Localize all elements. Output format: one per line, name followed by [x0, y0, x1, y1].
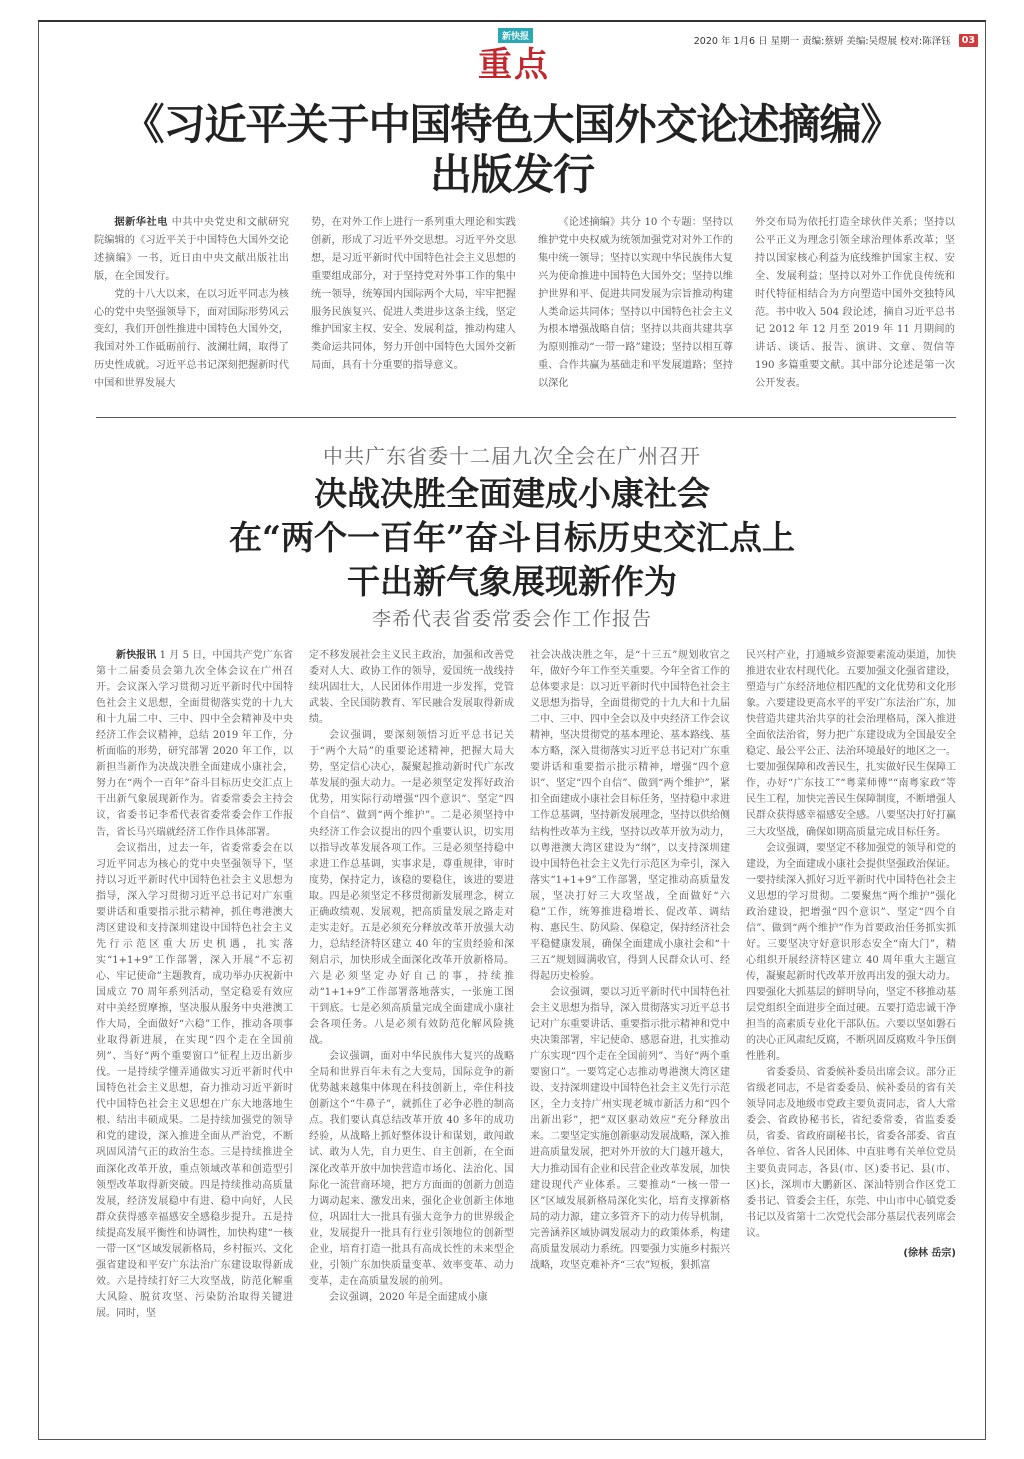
page-number-badge: 03 — [959, 34, 978, 47]
article2-dateline: 新快报讯 — [116, 650, 157, 661]
article2-subhead: 李希代表省委常委会作工作报告 — [371, 608, 652, 630]
article1-paragraph — [94, 214, 289, 286]
article2-paragraph: 定不移发展社会主义民主政治，加强和改善党委对人大、政协工作的领导，爱国统一战线持续巩固壮大，人民团体作用进一步发挥，党管武装、全民国防教育、军民融合发展取得新成绩。 — [309, 650, 514, 726]
article2-paragraph: 会议强调，面对中华民族伟大复兴的战略全局和世界百年未有之大变局，国际竞争的新优势越来越集中体现在科技创新上，牵住科技创新这个“牛鼻子”，就抓住了必争必胜的制高点。我们要认真总结改革开放 40 多年的成功经验，从战略上抓好整体设计和谋划，敢闯敢试、敢为人先，自力更生、自主创新，在全面深化改革开放中加快营造市场化、法治化、国际化一流营商环境，把方方面面的创新力创造力调动起来、激发出来，强化企业创新主体地位，巩固壮大一批具有强大竞争力的世界级企业，发展提升一批具有行业引领地位的创新型企业，培育打造一批具有高成长性的未来型企业，引领广东加快质量变革、效率变革、动力变革，走在高质量发展的前列。 — [309, 1051, 514, 1287]
article1-column — [755, 214, 955, 393]
article2-paragraph: 会议强调，要坚定不移加强党的领导和党的建设，为全面建成小康社会提供坚强政治保证。一要持续深入抓好习近平新时代中国特色社会主义思想的学习贯彻。二要聚焦“两个维护”强化政治建设，把增强“四个意识”、坚定“四个自信”、做到“两个维护”作为首要政治任务抓实抓好。三要坚决守好意识形态安全“南大门”，精心组织开展经济特区建立 40 周年重大主题宣传，凝聚起新时代改革开放再出发的强大动力。四要强化大抓基层的鲜明导向，坚定不移推动基层党组织全面进步全面过硬。五要打造忠诚干净担当的高素质专业化干部队伍。六要以坚如磐石的决心正风肃纪反腐，不断巩固反腐败斗争压倒性胜利。 — [746, 842, 956, 1063]
article1-paragraph: 外交布局为依托打造全球伙伴关系；坚持以公平正义为理念引领全球治理体系改革；坚持以国家核心利益为底线维护国家主权、安全、发展利益；坚持以对外工作优良传统和时代特征相结合为方向塑造中国外交独特风范。书中收入 504 段论述，摘自习近平总书记 2012 年 12 月至 2019 年 11 月期间的讲话、谈话、报告、演讲、文章、贺信等 190 多篇重要文献。其中部分论述是第一次公开发表。 — [755, 217, 955, 390]
article2-paragraph: 省委委员、省委候补委员出席会议。部分正省级老同志，不是省委委员、候补委员的省有关领导同志及地级市党政主要负责同志，省人大常委会、省政协秘书长，省纪委常委，省监委委员，省委、省政府副秘书长，省委各部委、省直各单位、省各人民团体、中直驻粤有关单位党员主要负责同志，各县(市、区)委书记、县(市、区)长，深圳市大鹏新区、深汕特别合作区党工委书记、管委会主任，东莞、中山市中心镇党委书记以及省第十二次党代会部分基层代表列席会议。 — [746, 1067, 956, 1239]
article1-column — [311, 214, 516, 393]
article1-paragraph: 势，在对外工作上进行一系列重大理论和实践创新，形成了习近平外交思想。习近平外交思想，是习近平新时代中国特色社会主义思想的重要组成部分，对于坚持党对外事工作的集中统一领导，统筹国内国际两个大局，牢牢把握服务民族复兴、促进人类进步这条主线，坚定维护国家主权、安全、发展利益，推动构建人类命运共同体，努力开创中国特色大国外交新局面，具有十分重要的指导意义。 — [311, 217, 516, 372]
article2-paragraph: 民兴村产业，打通城乡资源要素流动渠道，加快推进农业农村现代化。五要加强文化强省建设，塑造与广东经济地位相匹配的文化优势和文化形象。六要建设更高水平的平安广东法治广东，加快营造共建共治共享的社会治理格局，深入推进全面依法治省，努力把广东建设成为全国最安全稳定、最公平公正、法治环境最好的地区之一。七要加强保障和改善民生，扎实做好民生保障工作，办好“广东技工”“粤菜师傅”“南粤家政”等民生工程，加快完善民生保障制度，不断增强人民群众获得感幸福感安全感。八要坚决打好打赢三大攻坚战，确保如期高质量完成目标任务。 — [746, 650, 956, 838]
article1-column — [94, 214, 289, 393]
paper-logo-badge: 新快报 — [498, 28, 533, 43]
article1-paragraph: 《论述摘编》共分 10 个专题：坚持以维护党中央权威为统领加强党对对外工作的集中统一领导；坚持以实现中华民族伟大复兴为使命推进中国特色大国外交；坚持以维护世界和平、促进共同发展为宗旨推动构建人类命运共同体；坚持以中国特色社会主义为根本增强战略自信；坚持以共商共建共享为原则推动“一带一路”建设；坚持以相互尊重、合作共赢为基础走和平发展道路；坚持以深化 — [538, 217, 733, 390]
top-rule — [38, 20, 986, 22]
article2-column — [309, 648, 514, 1322]
article2-headline-line: 在“两个一百年”奋斗目标历史交汇点上 — [229, 518, 795, 557]
article1-column — [538, 214, 733, 393]
article1-headline-line1: 《习近平关于中国特色大国外交论述摘编》 — [122, 100, 902, 149]
article1-paragraph: 党的十八大以来，在以习近平同志为核心的党中央坚强领导下，面对国际形势风云变幻，我们开创性推进中国特色大国外交，我国对外工作砥砺前行、波澜壮阔，取得了历史性成就。习近平总书记深刻把握新时代中国和世界发展大 — [94, 288, 289, 390]
issue-info-bar — [694, 33, 978, 47]
article1-dateline: 据新华社电 — [114, 217, 168, 228]
article2-body — [96, 648, 958, 1322]
article2-column — [530, 648, 730, 1322]
section-title: 重点 — [478, 45, 550, 85]
paragraph-text: 1 月 5 日，中国共产党广东省第十二届委员会第九次全体会议在广州召开。会议深入学习贯彻习近平新时代中国特色社会主义思想，全面贯彻落实党的十九大和十九届二中、三中、四中全会精神及中央经济工作会议精神，总结 2019 年工作，分析面临的形势，研究部署 2020 年工作，以新担当新作为决战决胜全面建成小康社会，努力在“两个一百年”奋斗目标历史交汇点上干出新气象展现新作为。省委常委会主持会议，省委书记李希代表省委常委会作工作报告，省长马兴瑞就经济工作作具体部署。 — [96, 650, 293, 838]
article2-kicker: 中共广东省委十二届九次全会在广州召开 — [323, 444, 701, 468]
article2-paragraph: 会议强调，要以习近平新时代中国特色社会主义思想为指导，深入贯彻落实习近平总书记对广东重要讲话、重要指示批示精神和党中央决策部署，牢记使命、感恩奋进，扎实推动广东实现“四个走在全国前列”、当好“两个重要窗口”。一要笃定心志推动粤港澳大湾区建设、支持深圳建设中国特色社会主义先行示范区，全力支持广州实现老城市新活力和“四个出新出彩”，把“双区驱动效应”充分释放出来。二要坚定实施创新驱动发展战略，深入推进高质量发展，把对外开放的大门越开越大，大力推动国有企业和民营企业改革发展，加快建设现代产业体系。三要推动“一核一带一区”区域发展新格局深化实化，培育支撑新格局的动力源，建立多管齐下的动力传导机制，完善涵养区域协调发展动力的政策体系，构建高质量发展动力系统。四要强力实施乡村振兴战略，攻坚克难补齐“三农”短板，狠抓富 — [530, 986, 730, 1271]
article2-paragraph: 会议强调，2020 年是全面建成小康 — [329, 1291, 488, 1303]
article2-headline — [60, 472, 964, 604]
article1-body — [94, 214, 956, 393]
article2-column — [96, 648, 293, 1322]
paragraph-text: 中共中央党史和文献研究院编辑的《习近平关于中国特色大国外交论述摘编》一书，近日由中央文献出版社出版，在全国发行。 — [94, 217, 290, 282]
article2-headline-line: 干出新气象展现新作为 — [347, 562, 677, 601]
article2-column — [746, 648, 956, 1322]
article2-paragraph: 会议指出，过去一年，省委常委会在以习近平同志为核心的党中央坚强领导下，坚持以习近平新时代中国特色社会主义思想为指导，深入学习贯彻习近平总书记对广东重要讲话和重要指示批示精神，抓住粤港澳大湾区建设和支持深圳建设中国特色社会主义先行示范区重大历史机遇，扎实落实“1+1+9”工作部署，深入开展“不忘初心、牢记使命”主题教育，成功举办庆祝新中国成立 70 周年系列活动，坚定稳妥有效应对中美经贸摩擦，坚决服从服务中央港澳工作大局，全面做好“六稳”工作，推动各项事业取得新进展，在实现“四个走在全国前列”、当好“两个重要窗口”征程上迈出新步伐。一是持续学懂弄通做实习近平新时代中国特色社会主义思想，奋力推动习近平新时代中国特色社会主义思想在广东大地落地生根、结出丰硕成果。二是持续加强党的领导和党的建设，深入推进全面从严治党，不断巩固风清气正的政治生态。三是持续推进全面深化改革开放，重点领域改革和创造型引领型改革取得新突破。四是持续推动高质量发展，经济发展稳中有进、稳中向好，人民群众获得感幸福感安全感稳步提升。五是持续提高发展平衡性和协调性，加快构建“一核一带一区”区域发展新格局，乡村振兴、文化强省建设和平安广东法治广东建设取得新成效。六是持续打好三大攻坚战，防范化解重大风险、脱贫攻坚、污染防治取得关键进展。同时，坚 — [96, 842, 293, 1319]
section-divider — [96, 417, 956, 418]
article2-headline-line: 决战决胜全面建成小康社会 — [314, 474, 710, 513]
issue-date-editors: 2020 年 1月6 日 星期一 责编:蔡妍 美编:吴煜展 校对:陈泽钰 — [693, 36, 951, 47]
masthead — [478, 24, 568, 85]
article1-headline-line2: 出版发行 — [429, 150, 594, 199]
article2-byline: (徐林 岳宗) — [903, 1247, 956, 1259]
article1-headline — [60, 100, 964, 200]
article2-paragraph — [96, 648, 293, 841]
article2-paragraph: 会议强调，要深刻领悟习近平总书记关于“两个大局”的重要论述精神，把握大局大势，坚定信心决心，凝聚起推动新时代广东改革发展的强大动力。一是必须坚定发挥好政治优势，用实际行动增强“四个意识”、坚定“四个自信”、做到“两个维护”。二是必须坚持中央经济工作会议提出的四个重要认识，切实用以指导改革发展各项工作。三是必须坚持稳中求进工作总基调，实事求是，尊重规律，审时度势，保持定力，该稳的要稳住，该进的要进取。四是必须坚定不移贯彻新发展理念，树立正确政绩观、发展观，把高质量发展之路走对走实走好。五是必须充分释放改革开放强大动力，总结经济特区建立 40 年的宝贵经验和深刻启示，加快形成全面深化改革开放新格局。六是必须坚定办好自己的事，持续推动“1+1+9”工作部署落地落实，一张施工图干到底。七是必须高质量完成全面建成小康社会各项任务。八是必须有效防范化解风险挑战。 — [309, 730, 514, 1047]
article2-paragraph: 社会决战决胜之年，是“十三五”规划收官之年，做好今年工作至关重要。今年全省工作的总体要求是：以习近平新时代中国特色社会主义思想为指导，全面贯彻党的十九大和十九届二中、三中、四中全会以及中央经济工作会议精神，坚决贯彻党的基本理论、基本路线、基本方略，深入贯彻落实习近平总书记对广东重要讲话和重要指示批示精神，增强“四个意识”、坚定“四个自信”、做到“两个维护”，紧扣全面建成小康社会目标任务，坚持稳中求进工作总基调，坚持新发展理念，坚持以供给侧结构性改革为主线，坚持以改革开放为动力，以粤港澳大湾区建设为“纲”，以支持深圳建设中国特色社会主义先行示范区为牵引，深入落实“1+1+9”工作部署，坚定推动高质量发展，坚决打好三大攻坚战，全面做好“六稳”工作，统筹推进稳增长、促改革、调结构、惠民生、防风险、保稳定，保持经济社会平稳健康发展，确保全面建成小康社会和“十三五”规划圆满收官，得到人民群众认可、经得起历史检验。 — [530, 650, 730, 982]
